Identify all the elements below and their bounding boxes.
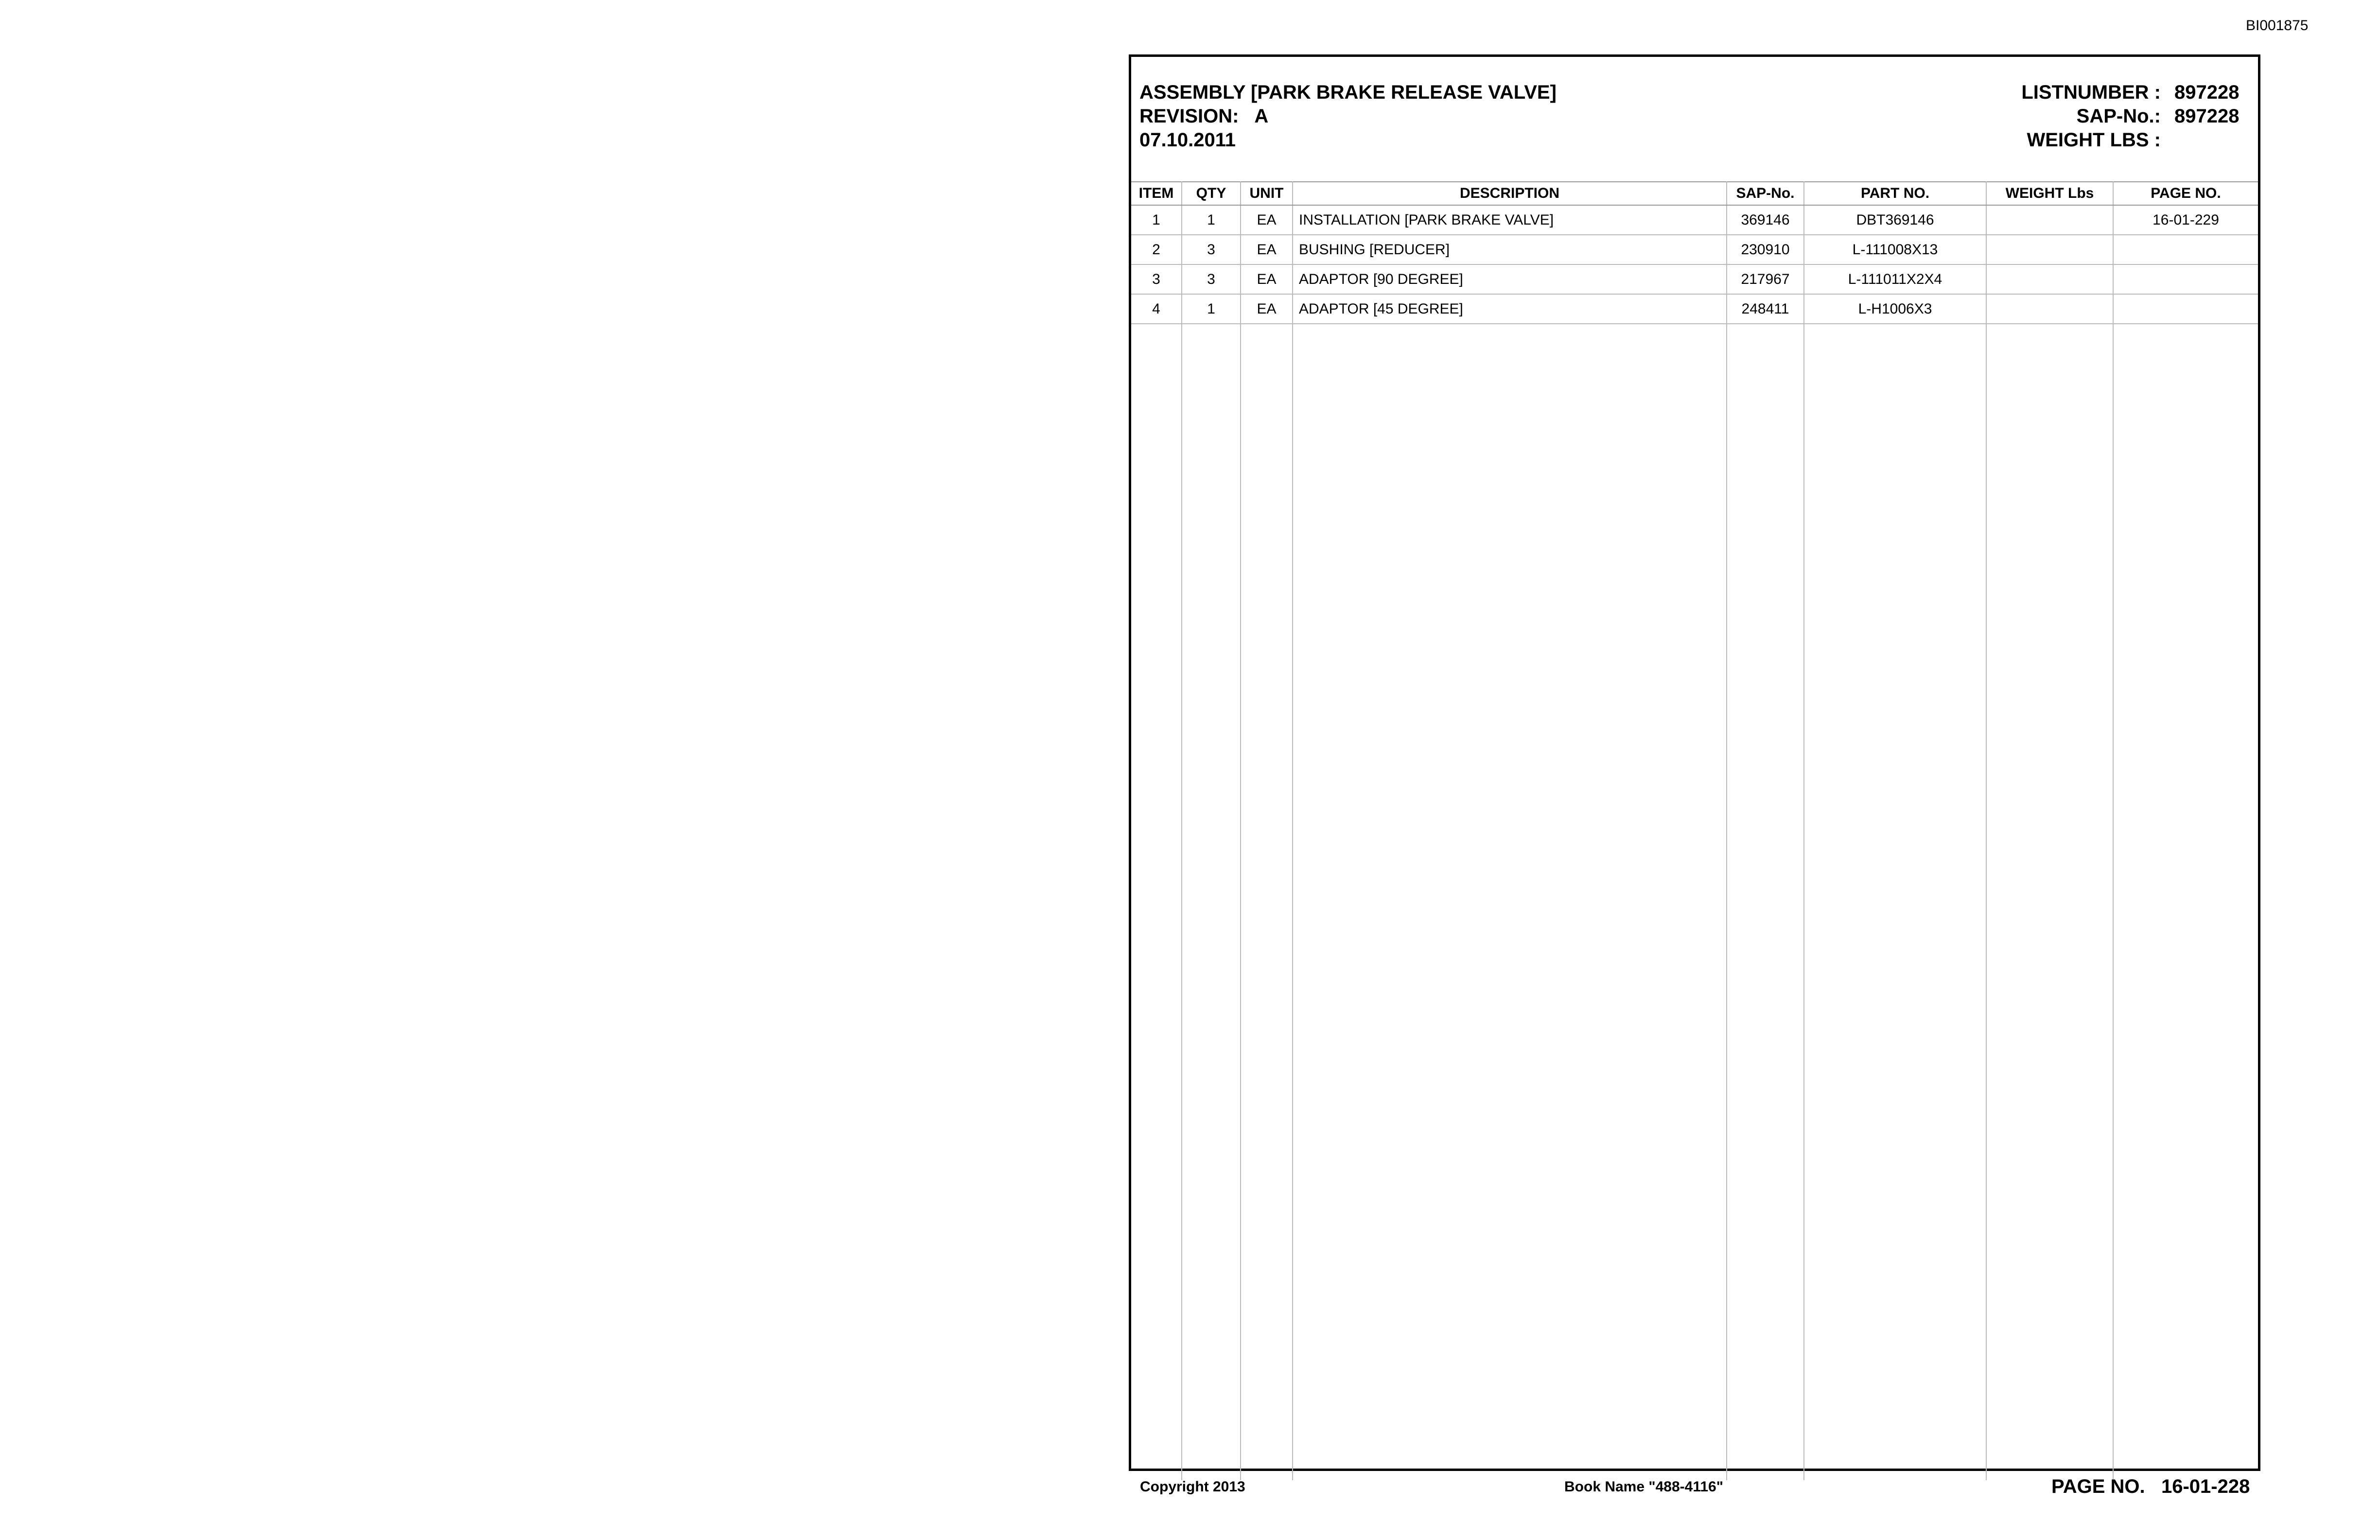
revision-label: REVISION: bbox=[1139, 105, 1239, 127]
table-row bbox=[1131, 205, 2258, 235]
sap-label: SAP-No.: bbox=[2076, 105, 2161, 127]
table-empty-area bbox=[1131, 324, 2258, 1480]
cell-qty: 1 bbox=[1182, 205, 1241, 235]
cell-item: 2 bbox=[1131, 235, 1182, 264]
column-header-item: ITEM bbox=[1131, 182, 1182, 205]
header-left bbox=[1139, 81, 1557, 152]
cell-sap-no: 230910 bbox=[1727, 235, 1804, 264]
cell-part-no: L-111008X13 bbox=[1804, 235, 1986, 264]
document-id: BI001875 bbox=[2246, 18, 2309, 34]
listnumber-label: LISTNUMBER : bbox=[2021, 82, 2161, 103]
cell-weight bbox=[1986, 205, 2113, 235]
column-header-page-no: PAGE NO. bbox=[2113, 182, 2258, 205]
cell-weight bbox=[1986, 294, 2113, 324]
page-number-value: 16-01-228 bbox=[2161, 1476, 2250, 1497]
table-row bbox=[1131, 264, 2258, 294]
book-name: Book Name "488-4116" bbox=[1564, 1479, 1723, 1495]
cell-qty: 3 bbox=[1182, 264, 1241, 294]
cell-description: INSTALLATION [PARK BRAKE VALVE] bbox=[1293, 205, 1727, 235]
copyright-notice: Copyright 2013 bbox=[1140, 1479, 1245, 1495]
cell-sap-no: 217967 bbox=[1727, 264, 1804, 294]
header-right-labels bbox=[1896, 81, 2161, 152]
cell-part-no: L-111011X2X4 bbox=[1804, 264, 1986, 294]
column-header-part-no: PART NO. bbox=[1804, 182, 1986, 205]
revision-value: A bbox=[1254, 105, 1269, 127]
cell-unit: EA bbox=[1241, 205, 1293, 235]
document-date: 07.10.2011 bbox=[1139, 129, 1236, 151]
cell-sap-no: 248411 bbox=[1727, 294, 1804, 324]
cell-page-no bbox=[2113, 235, 2258, 264]
cell-part-no: DBT369146 bbox=[1804, 205, 1986, 235]
cell-item: 1 bbox=[1131, 205, 1182, 235]
cell-description: ADAPTOR [45 DEGREE] bbox=[1293, 294, 1727, 324]
column-header-unit: UNIT bbox=[1241, 182, 1293, 205]
cell-sap-no: 369146 bbox=[1727, 205, 1804, 235]
cell-page-no[interactable]: 16-01-229 bbox=[2113, 205, 2258, 235]
cell-unit: EA bbox=[1241, 264, 1293, 294]
page-number-label: PAGE NO. bbox=[2051, 1476, 2145, 1497]
table-row bbox=[1131, 235, 2258, 264]
parts-table bbox=[1131, 181, 2258, 1480]
table-header-row bbox=[1131, 182, 2258, 205]
assembly-title: ASSEMBLY [PARK BRAKE RELEASE VALVE] bbox=[1139, 82, 1557, 103]
cell-item: 3 bbox=[1131, 264, 1182, 294]
cell-unit: EA bbox=[1241, 294, 1293, 324]
cell-weight bbox=[1986, 264, 2113, 294]
column-header-description: DESCRIPTION bbox=[1293, 182, 1727, 205]
page-number bbox=[2051, 1476, 2250, 1498]
cell-description: BUSHING [REDUCER] bbox=[1293, 235, 1727, 264]
cell-page-no bbox=[2113, 264, 2258, 294]
column-header-weight: WEIGHT Lbs bbox=[1986, 182, 2113, 205]
header-right-values bbox=[2174, 81, 2239, 128]
table-row bbox=[1131, 294, 2258, 324]
cell-page-no bbox=[2113, 294, 2258, 324]
column-header-qty: QTY bbox=[1182, 182, 1241, 205]
listnumber-value: 897228 bbox=[2174, 82, 2240, 103]
cell-qty: 1 bbox=[1182, 294, 1241, 324]
cell-part-no: L-H1006X3 bbox=[1804, 294, 1986, 324]
cell-item: 4 bbox=[1131, 294, 1182, 324]
cell-weight bbox=[1986, 235, 2113, 264]
column-header-sap-no: SAP-No. bbox=[1727, 182, 1804, 205]
cell-description: ADAPTOR [90 DEGREE] bbox=[1293, 264, 1727, 294]
weight-label: WEIGHT LBS : bbox=[2027, 129, 2161, 151]
cell-unit: EA bbox=[1241, 235, 1293, 264]
sap-value: 897228 bbox=[2174, 105, 2240, 127]
cell-qty: 3 bbox=[1182, 235, 1241, 264]
